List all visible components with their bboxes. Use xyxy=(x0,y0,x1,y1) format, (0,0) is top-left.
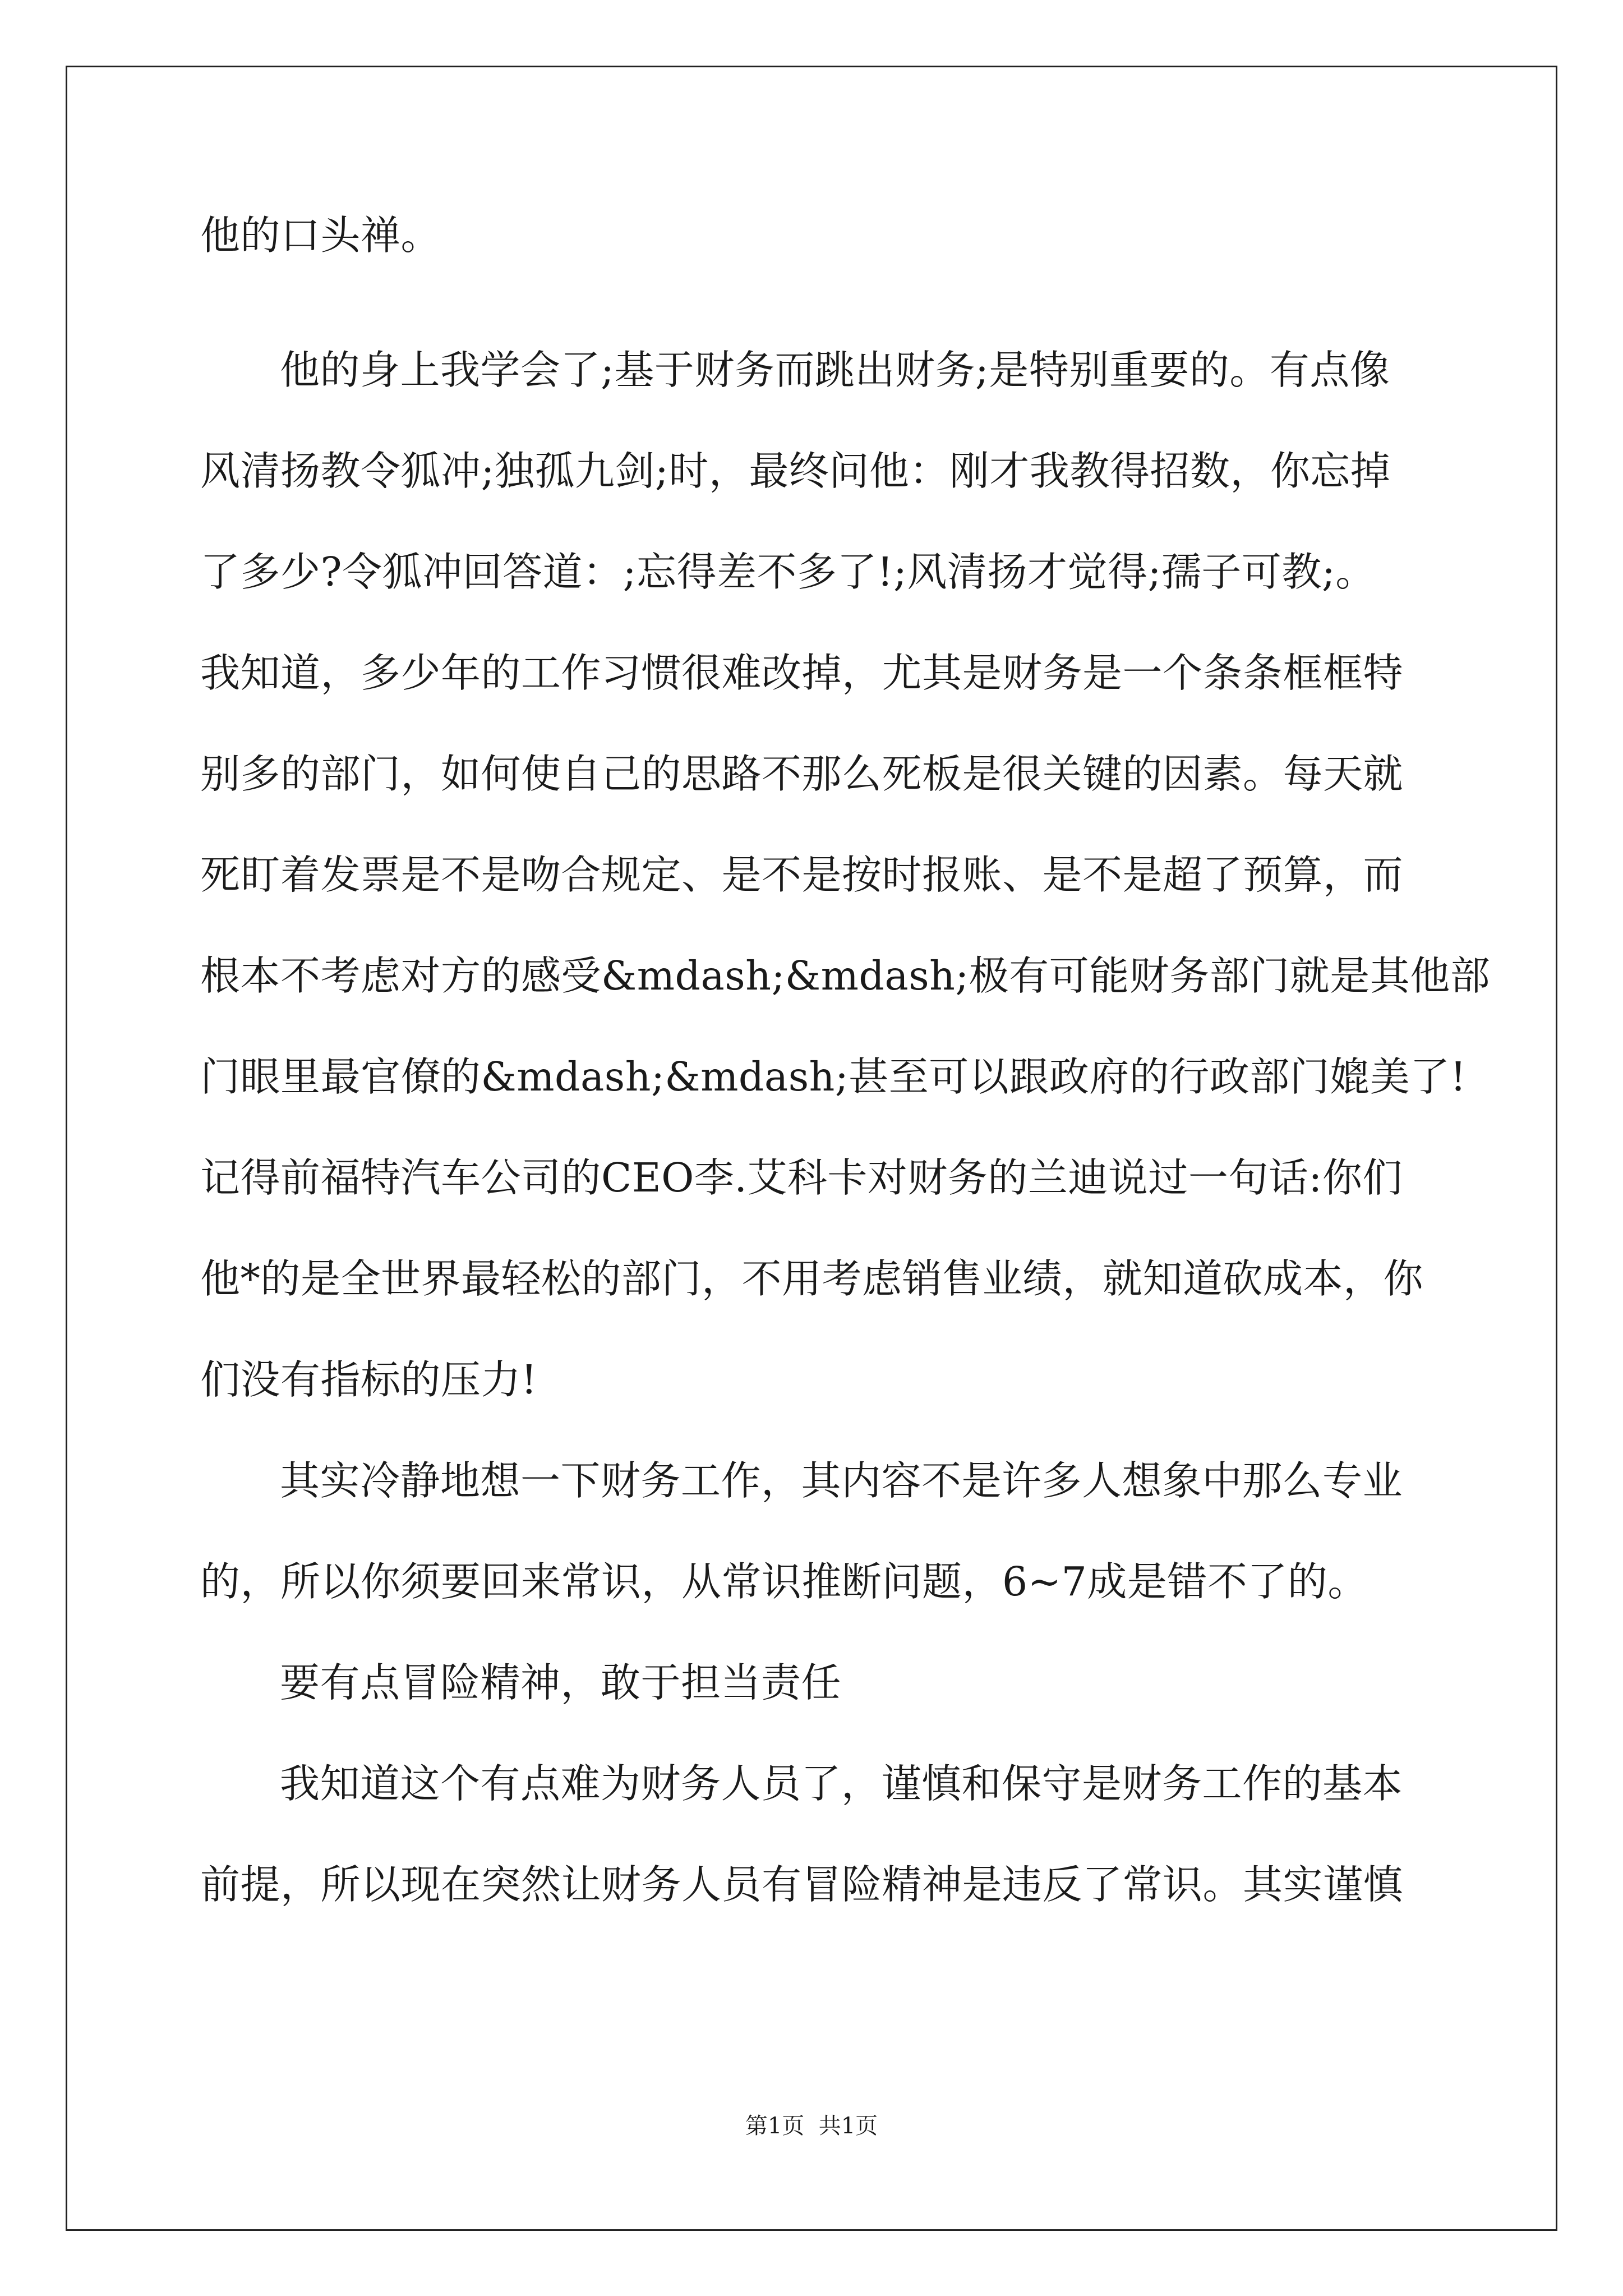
text-line: 他的口头禅。 xyxy=(200,212,441,259)
text-line: 我知道这个有点难为财务人员了，谨慎和保守是财务工作的基本 xyxy=(280,1760,1403,1807)
text-line: 其实冷静地想一下财务工作，其内容不是许多人想象中那么专业 xyxy=(280,1457,1403,1504)
text-line: 的，所以你须要回来常识，从常识推断问题，6~7成是错不了的。 xyxy=(200,1558,1368,1605)
text-line: 别多的部门，如何使自己的思路不那么死板是很关键的因素。每天就 xyxy=(200,751,1404,797)
text-line: 他*的是全世界最轻松的部门，不用考虑销售业绩，就知道砍成本，你 xyxy=(200,1255,1424,1302)
text-line: 根本不考虑对方的感受&mdash;&mdash;极有可能财务部门就是其他部 xyxy=(200,953,1491,999)
text-line: 们没有指标的压力! xyxy=(200,1356,538,1403)
text-line: 他的身上我学会了;基于财务而跳出财务;是特别重要的。有点像 xyxy=(280,347,1390,393)
text-line: 我知道，多少年的工作习惯很难改掉，尤其是财务是一个条条框框特 xyxy=(200,650,1404,696)
text-line: 了多少?令狐冲回答道：;忘得差不多了!;风清扬才觉得;孺子可教;。 xyxy=(200,549,1376,595)
text-line: 门眼里最官僚的&mdash;&mdash;甚至可以跟政府的行政部门媲美了! xyxy=(200,1053,1467,1100)
text-line: 记得前福特汽车公司的CEO李.艾科卡对财务的兰迪说过一句话:你们 xyxy=(200,1154,1403,1201)
page-footer: 第1页 共1页 xyxy=(745,2113,878,2139)
text-line: 风清扬教令狐冲;独孤九剑;时，最终问他：刚才我教得招数，你忘掉 xyxy=(200,448,1391,494)
section-heading: 要有点冒险精神，敢于担当责任 xyxy=(280,1659,842,1706)
text-line: 前提，所以现在突然让财务人员有冒险精神是违反了常识。其实谨慎 xyxy=(200,1861,1404,1908)
text-line: 死盯着发票是不是吻合规定、是不是按时报账、是不是超了预算，而 xyxy=(200,852,1404,898)
